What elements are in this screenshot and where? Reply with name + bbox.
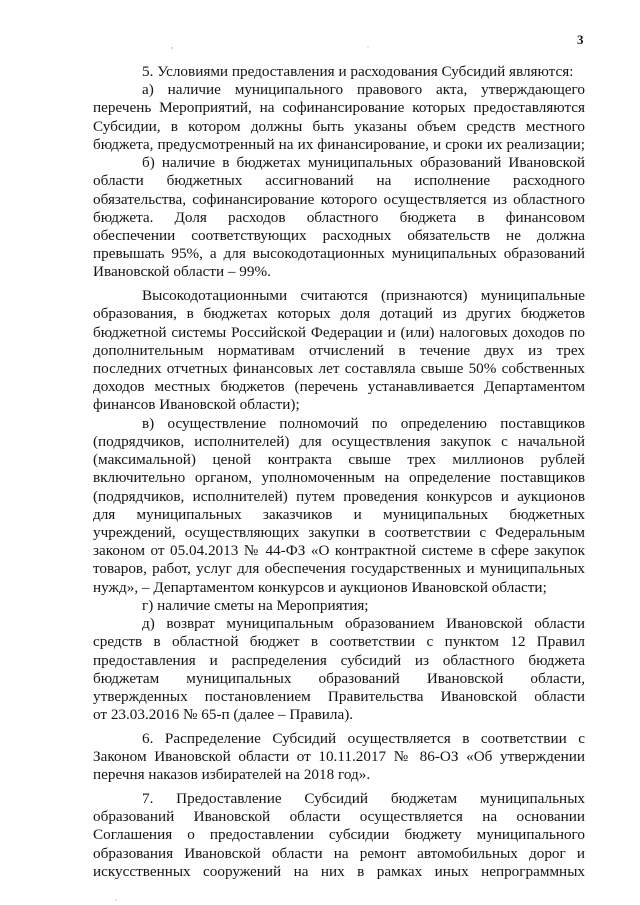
text-line: области бюджетных ассигнований на исполнение расходного — [93, 172, 585, 190]
text-line: образований Ивановской области осуществляется на основании — [93, 808, 585, 826]
text-line: превышать 95%, а для высокодотационных муниципальных образований — [93, 245, 585, 263]
text-line: искусственных сооружений на них в рамках иных непрограммных — [93, 862, 585, 880]
paragraph-item-b — [93, 154, 585, 282]
document-body — [93, 63, 585, 881]
text-line: 7. Предоставление Субсидий бюджетам муниципальных — [142, 790, 585, 808]
text-line: б) наличие в бюджетах муниципальных образований Ивановской — [142, 154, 585, 172]
text-line: последних отчетных финансовых лет составляла свыше 50% собственных — [93, 360, 585, 377]
text-line: 6. Распределение Субсидий осуществляется в соответствии с — [142, 729, 585, 747]
text-line: перечня наказов избирателей на 2018 год». — [93, 766, 371, 784]
text-line: (подрядчиков, исполнителей) для осуществления закупок с начальной — [93, 432, 585, 450]
text-line: утвержденных постановлением Правительства Ивановской области — [93, 687, 585, 705]
text-line: финансов Ивановской области); — [93, 396, 300, 414]
text-line: дополнительным нормативам отчислений в течение двух из трех — [93, 341, 585, 359]
text-line: товаров, работ, услуг для обеспечения государственных и муниципальных — [93, 560, 585, 578]
paragraph-p5-heading — [93, 63, 585, 81]
text-line: Законом Ивановской области от 10.11.2017 № 86-ОЗ «Об утверждении — [93, 748, 585, 766]
paragraph-item-a — [93, 81, 585, 154]
paragraph-p7 — [93, 790, 585, 881]
text-line: образования, в бюджетах которых доля дотаций из других бюджетов — [93, 305, 585, 323]
text-line: Ивановской области – 99%. — [93, 263, 271, 281]
text-line: средств в областной бюджет в соответствии с пунктом 12 Правил — [93, 633, 585, 651]
text-line: бюджета. Доля расходов областного бюджета в финансовом — [93, 208, 585, 226]
text-line: предоставления и распределения субсидий из областного бюджета — [93, 651, 585, 669]
text-line: (максимальной) ценой контракта свыше трех миллионов рублей — [93, 451, 585, 469]
text-line: обязательства, софинансирование которого осуществляется из областного — [93, 190, 585, 208]
text-line: 5. Условиями предоставления и расходования Субсидий являются: — [142, 63, 574, 80]
paragraph-item-d — [93, 615, 585, 724]
text-line: Высокодотационными считаются (признаются) муниципальные — [142, 287, 585, 305]
text-line: Соглашения о предоставлении субсидии бюджету муниципального — [93, 826, 585, 844]
text-line: в) осуществление полномочий по определению поставщиков — [142, 414, 585, 432]
text-line: для муниципальных заказчиков и муниципальных бюджетных — [93, 505, 585, 523]
text-line: обеспечении соответствующих расходных обязательств не должна — [93, 226, 585, 244]
page-number: 3 — [577, 32, 584, 47]
text-line: г) наличие сметы на Мероприятия; — [142, 596, 369, 614]
paragraph-highly-subsidized — [93, 287, 585, 415]
text-line: учреждений, осуществляющих закупки в соответствии с Федеральным — [93, 523, 585, 541]
text-line: включительно органом, уполномоченным на определение поставщиков — [93, 469, 585, 487]
text-line: бюджетам муниципальных образований Ивановской области, — [93, 669, 585, 687]
text-line: от 23.03.2016 № 65-п (далее – Правила). — [93, 706, 354, 724]
text-line: нужд», – Департаментом конкурсов и аукционов Ивановской области; — [93, 578, 547, 596]
paragraph-item-g — [93, 597, 585, 615]
text-line: образования Ивановской области на ремонт автомобильных дорог и — [93, 844, 585, 862]
text-line: а) наличие муниципального правового акта, утверждающего — [142, 81, 585, 99]
scan-speck — [115, 899, 116, 900]
text-line: законом от 05.04.2013 № 44-ФЗ «О контрактной системе в сфере закупок — [93, 542, 585, 560]
text-line: доходов местных бюджетов (перечень устанавливается Департаментом — [93, 378, 585, 396]
text-line: (подрядчиков, исполнителей) путем проведения конкурсов и аукционов — [93, 487, 585, 505]
text-line: бюджета, предусмотренный на их финансирование, и сроки их реализации; — [93, 135, 585, 153]
paragraph-item-v — [93, 415, 585, 597]
scan-speck — [171, 47, 172, 48]
text-line: д) возврат муниципальным образованием Ивановской области — [142, 615, 585, 633]
text-line: бюджетной системы Российской Федерации и (или) налоговых доходов по — [93, 323, 585, 341]
text-line: перечень Мероприятий, на софинансирование которых предоставляются — [93, 99, 585, 117]
text-line: Субсидии, в котором должны быть указаны объем средств местного — [93, 117, 585, 135]
paragraph-p6 — [93, 730, 585, 785]
scan-speck — [367, 46, 368, 47]
